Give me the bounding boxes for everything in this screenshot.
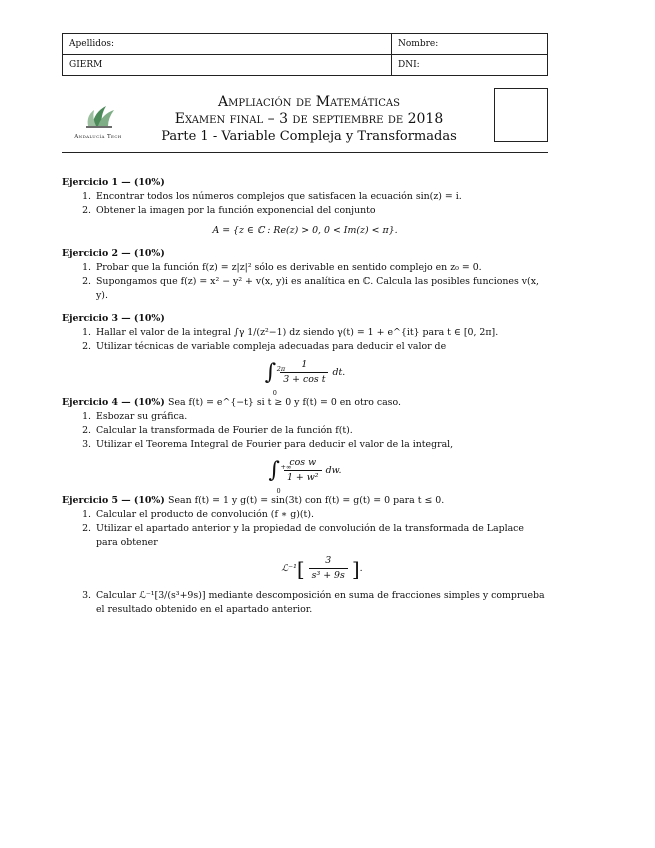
nombre-field[interactable]: Nombre: bbox=[392, 34, 548, 55]
fraction-denominator: 1 + w² bbox=[284, 470, 322, 485]
integral-upper-limit: +∞ bbox=[280, 462, 292, 471]
exercise-items bbox=[62, 326, 548, 354]
integrand-fraction bbox=[280, 358, 328, 387]
titulacion-field: GIERM bbox=[63, 55, 392, 76]
exercise-item: 2. Supongamos que f(z) = x² − y² + v(x, y)i es analítica en ℂ. Calcula las posibles funciones v(x, y). bbox=[94, 275, 548, 303]
logo-text: Andalucía Tech bbox=[74, 134, 122, 140]
fraction-numerator: 3 bbox=[325, 555, 332, 566]
exercise-5 bbox=[62, 494, 548, 617]
exam-header bbox=[62, 86, 548, 152]
exercise-2 bbox=[62, 247, 548, 303]
set-definition: A = {z ∈ ℂ : Re(z) > 0, 0 < Im(z) < π}. bbox=[212, 225, 398, 236]
fraction-denominator: s³ + 9s bbox=[309, 568, 348, 583]
exercise-intro: Sean f(t) = 1 y g(t) = sin(3t) con f(t) = g(t) = 0 para t ≤ 0. bbox=[168, 495, 445, 506]
exercise-3 bbox=[62, 312, 548, 397]
exercise-1 bbox=[62, 176, 548, 238]
right-bracket: ] bbox=[351, 556, 360, 581]
exercise-items bbox=[62, 410, 548, 452]
exercise-title-label: Ejercicio 5 — (10%) bbox=[62, 495, 165, 506]
grade-box bbox=[494, 88, 548, 142]
integral-display bbox=[62, 358, 548, 397]
integral-display bbox=[62, 456, 548, 495]
exercise-item: 3. Utilizar el Teorema Integral de Fourier para deducir el valor de la integral, bbox=[94, 438, 548, 452]
exercise-item bbox=[94, 522, 548, 583]
left-bracket: [ bbox=[296, 556, 305, 581]
header-divider bbox=[62, 152, 548, 153]
course-title: Ampliación de Matemáticas bbox=[218, 94, 400, 110]
exam-subtitle: Examen final – 3 de septiembre de 2018 bbox=[174, 111, 444, 127]
exercise-items bbox=[62, 508, 548, 617]
laplace-operator: ℒ⁻¹ bbox=[281, 562, 297, 574]
student-info-table bbox=[62, 33, 548, 76]
integral-upper-limit: 2π bbox=[276, 364, 286, 373]
integral-differential: dt. bbox=[332, 366, 346, 378]
dni-field[interactable]: DNI: bbox=[392, 55, 548, 76]
exercise-item-text: Utilizar el apartado anterior y la propiedad de convolución de la transformada de Laplace para obtener bbox=[96, 523, 524, 548]
integral-lower-limit: 0 bbox=[276, 486, 281, 495]
integral-sign: ∫ 2π 0 bbox=[265, 362, 276, 384]
fraction-numerator: 1 bbox=[301, 359, 308, 370]
exercise-title: Ejercicio 2 — (10%) bbox=[62, 248, 165, 259]
exercise-item: 2. Calcular la transformada de Fourier de la función f(t). bbox=[94, 424, 548, 438]
apellidos-field[interactable]: Apellidos: bbox=[63, 34, 392, 55]
integral-sign: ∫ +∞ 0 bbox=[269, 460, 280, 482]
exercise-item: 1. Calcular el producto de convolución (f ∗ g)(t). bbox=[94, 508, 548, 522]
integral-lower-limit: 0 bbox=[272, 388, 277, 397]
fraction-numerator: cos w bbox=[289, 457, 317, 468]
exercise-4 bbox=[62, 396, 548, 495]
exercise-title-label: Ejercicio 4 — (10%) bbox=[62, 397, 165, 408]
exam-part: Parte 1 - Variable Compleja y Transformadas bbox=[161, 129, 457, 144]
exercise-item: 1. Hallar el valor de la integral ∫γ 1/(z²−1) dz siendo γ(t) = 1 + e^{it} para t ∈ [0, 2π]. bbox=[94, 326, 548, 340]
andalucia-tech-logo bbox=[62, 96, 134, 142]
laplace-fraction bbox=[309, 554, 348, 583]
exercise-items bbox=[62, 190, 548, 218]
integral-differential: dw. bbox=[325, 464, 342, 476]
exercise-item: 2. Utilizar técnicas de variable compleja adecuadas para deducir el valor de bbox=[94, 340, 548, 354]
exercise-title: Ejercicio 1 — (10%) bbox=[62, 177, 165, 188]
exercise-intro: Sea f(t) = e^{−t} si t ≥ 0 y f(t) = 0 en otro caso. bbox=[168, 397, 401, 408]
exercise-title bbox=[62, 396, 548, 410]
exercise-item: 2. Obtener la imagen por la función exponencial del conjunto bbox=[94, 204, 548, 218]
exercise-item: 1. Encontrar todos los números complejos que satisfacen la ecuación sin(z) = i. bbox=[94, 190, 548, 204]
exercise-item: 3. Calcular ℒ⁻¹[3/(s³+9s)] mediante descomposición en suma de fracciones simples y comprueba el resultado obtenido en el apartado anterior. bbox=[94, 589, 548, 617]
laplace-period: . bbox=[359, 562, 363, 574]
exercise-items bbox=[62, 261, 548, 303]
exercise-item: 1. Probar que la función f(z) = z|z|² sólo es derivable en sentido complejo en z₀ = 0. bbox=[94, 261, 548, 275]
exam-titles bbox=[144, 94, 474, 145]
fraction-denominator: 3 + cos t bbox=[280, 372, 328, 387]
exercises-list bbox=[62, 176, 548, 626]
exercise-title: Ejercicio 3 — (10%) bbox=[62, 313, 165, 324]
exercise-item: 1. Esbozar su gráfica. bbox=[94, 410, 548, 424]
laplace-display bbox=[96, 554, 548, 583]
exercise-title bbox=[62, 494, 548, 508]
